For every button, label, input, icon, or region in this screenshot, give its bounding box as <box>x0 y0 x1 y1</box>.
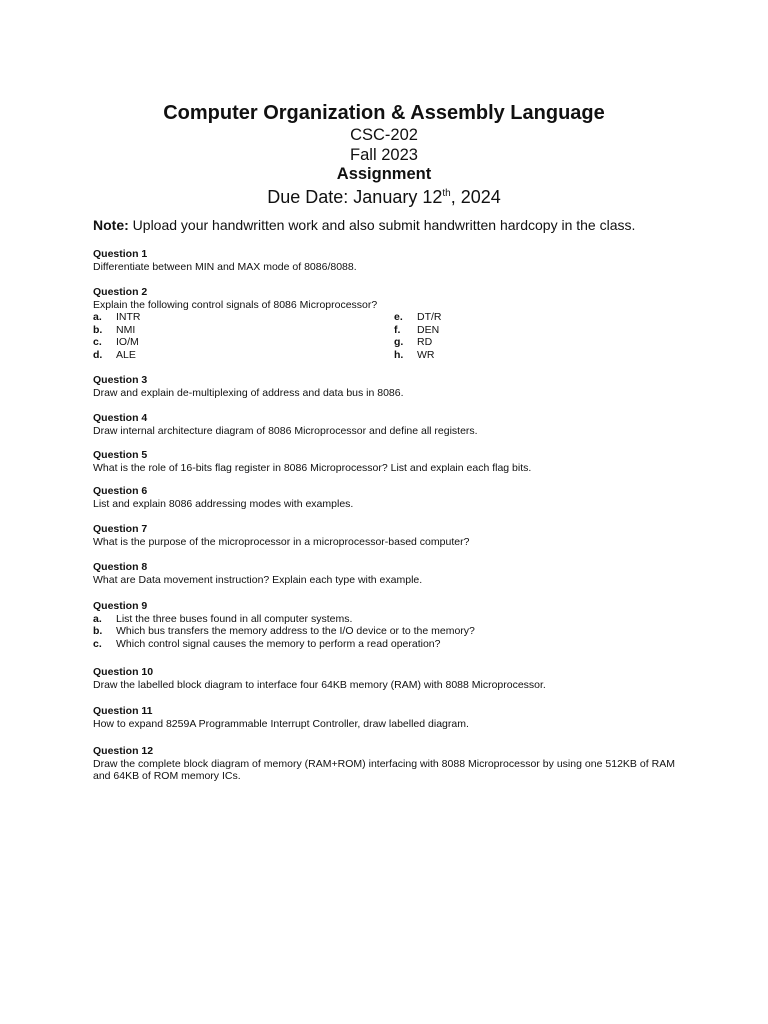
list-item: c. IO/M <box>93 336 139 349</box>
question-12 <box>93 745 675 783</box>
question-3 <box>93 374 675 399</box>
due-date: Due Date: January 12th, 2024 <box>267 186 501 207</box>
question-title: Question 10 <box>93 666 154 678</box>
question-body: Explain the following control signals of 8086 Microprocessor? <box>93 298 378 311</box>
question-body: What is the role of 16-bits flag register in 8086 Microprocessor? List and explain each flag bits. <box>93 461 532 474</box>
control-signal-list <box>93 311 675 363</box>
list-item: f. DEN <box>394 323 440 336</box>
question-title: Question 9 <box>93 600 148 612</box>
question-title: Question 2 <box>93 286 148 298</box>
list-item: c. Which control signal causes the memory to perform a read operation? <box>93 637 441 650</box>
question-8 <box>93 561 675 586</box>
question-title: Question 7 <box>93 523 148 535</box>
document-header <box>0 100 768 209</box>
question-body: Draw and explain de-multiplexing of address and data bus in 8086. <box>93 386 404 399</box>
question-7 <box>93 523 675 548</box>
question-title: Question 3 <box>93 374 148 386</box>
question-4 <box>93 412 675 437</box>
question-body: How to expand 8259A Programmable Interrupt Controller, draw labelled diagram. <box>93 717 469 730</box>
question-1 <box>93 248 675 273</box>
question-body: Differentiate between MIN and MAX mode of 8086/8088. <box>93 260 357 273</box>
question-2 <box>93 286 675 363</box>
question-body: What is the purpose of the microprocessor in a microprocessor-based computer? <box>93 535 470 548</box>
document-type: Assignment <box>336 165 432 183</box>
question-title: Question 12 <box>93 745 154 757</box>
list-item: a. List the three buses found in all computer systems. <box>93 612 353 625</box>
note <box>93 216 693 234</box>
list-item: e. DT/R <box>394 311 442 324</box>
note-text: Upload your handwritten work and also submit handwritten hardcopy in the class. <box>128 217 636 233</box>
question-title: Question 8 <box>93 561 148 573</box>
list-item: g. RD <box>394 336 433 349</box>
question-body: Draw internal architecture diagram of 8086 Microprocessor and define all registers. <box>93 424 478 437</box>
list-item: b. Which bus transfers the memory address to the I/O device or to the memory? <box>93 625 475 638</box>
question-title: Question 5 <box>93 449 148 461</box>
question-10 <box>93 666 675 691</box>
list-item: h. WR <box>394 348 435 361</box>
question-body: List and explain 8086 addressing modes with examples. <box>93 497 354 510</box>
course-code: CSC-202 <box>350 126 418 144</box>
term: Fall 2023 <box>350 145 418 164</box>
question-title: Question 4 <box>93 412 148 424</box>
question-9 <box>93 600 675 650</box>
note-label: Note: <box>93 217 129 233</box>
list-item: b. NMI <box>93 323 136 336</box>
question-6 <box>93 485 675 510</box>
course-title: Computer Organization & Assembly Language <box>163 102 605 124</box>
question-title: Question 11 <box>93 705 153 717</box>
question-5 <box>93 449 675 474</box>
list-item: d. ALE <box>93 348 136 361</box>
question-title: Question 1 <box>93 248 148 260</box>
question-body: Draw the complete block diagram of memory (RAM+ROM) interfacing with 8088 Microprocessor by using one 512KB of RAM and 64KB of ROM memory ICs. <box>93 757 675 783</box>
question-title: Question 6 <box>93 485 148 497</box>
question-body: What are Data movement instruction? Explain each type with example. <box>93 573 423 586</box>
question-body: Draw the labelled block diagram to interface four 64KB memory (RAM) with 8088 Microprocessor. <box>93 678 546 691</box>
question-11 <box>93 705 675 730</box>
list-item: a. INTR <box>93 311 141 324</box>
